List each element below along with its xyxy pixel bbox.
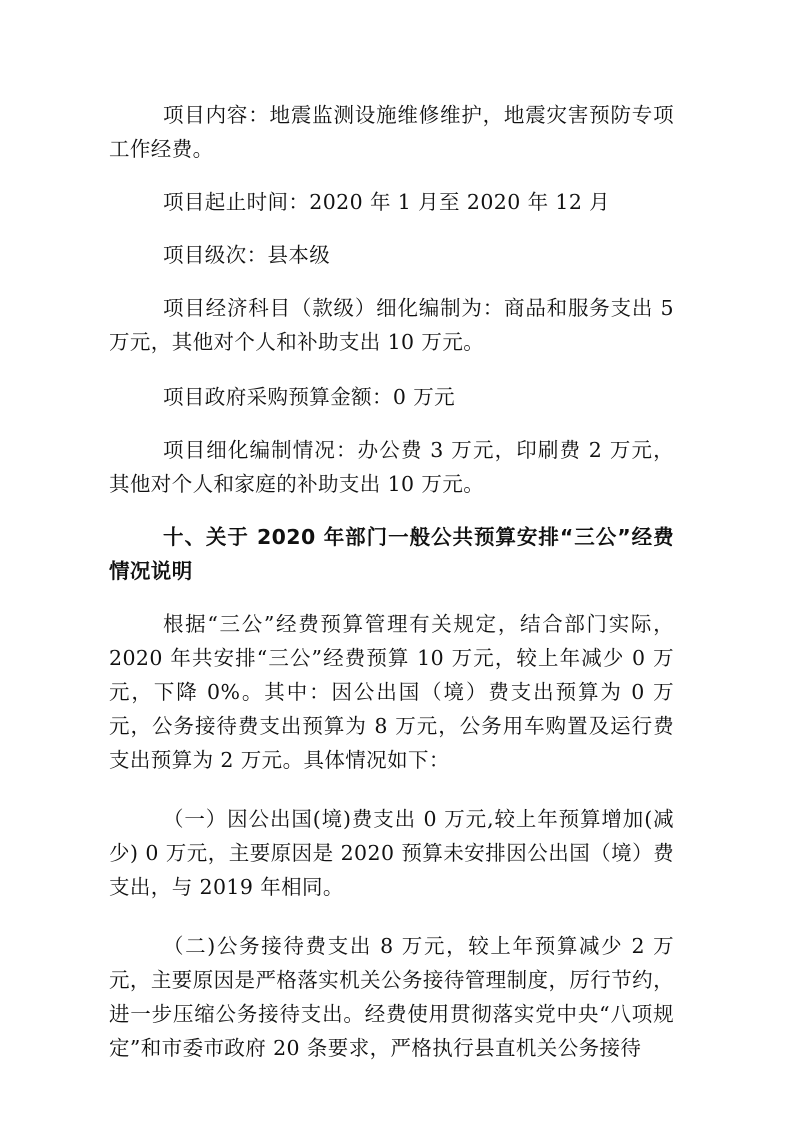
overseas-travel-paragraph: （一）因公出国(境)费支出 0 万元,较上年预算增加(减少) 0 万元，主要原因是 2020 预算未安排因公出国（境）费支出，与 2019 年相同。 (109, 807, 674, 899)
three-public-expenses-paragraph: 根据“三公”经费预算管理有关规定，结合部门实际，2020 年共安排“三公”经费预算 10 万元，较上年减少 0 万元，下降 0%。其中：因公出国（境）费支出预算为 0 万元，公务接待费支出预算为 8 万元，公务用车购置及运行费支出预算为 2 万元。具体情况如下： (109, 612, 674, 772)
project-period-paragraph: 项目起止时间：2020 年 1 月至 2020 年 12 月 (163, 190, 611, 214)
project-content-paragraph: 项目内容：地震监测设施维修维护，地震灾害预防专项工作经费。 (109, 103, 674, 161)
project-economic-subject-paragraph: 项目经济科目（款级）细化编制为：商品和服务支出 5 万元，其他对个人和补助支出 10 万元。 (109, 296, 674, 354)
document-body (109, 98, 674, 1065)
section-heading: 十、关于 2020 年部门一般公共预算安排“三公”经费情况说明 (109, 525, 674, 583)
project-detail-paragraph: 项目细化编制情况：办公费 3 万元，印刷费 2 万元，其他对个人和家庭的补助支出 10 万元。 (109, 438, 674, 496)
official-reception-paragraph: （二)公务接待费支出 8 万元，较上年预算减少 2 万元，主要原因是严格落实机关公务接待管理制度，厉行节约，进一步压缩公务接待支出。经费使用贯彻落实党中央“八项规定”和市委市政府 20 条要求，严格执行县直机关公务接待 (109, 934, 674, 1060)
project-procurement-paragraph: 项目政府采购预算金额：0 万元 (163, 385, 456, 409)
project-level-paragraph: 项目级次：县本级 (163, 243, 331, 267)
